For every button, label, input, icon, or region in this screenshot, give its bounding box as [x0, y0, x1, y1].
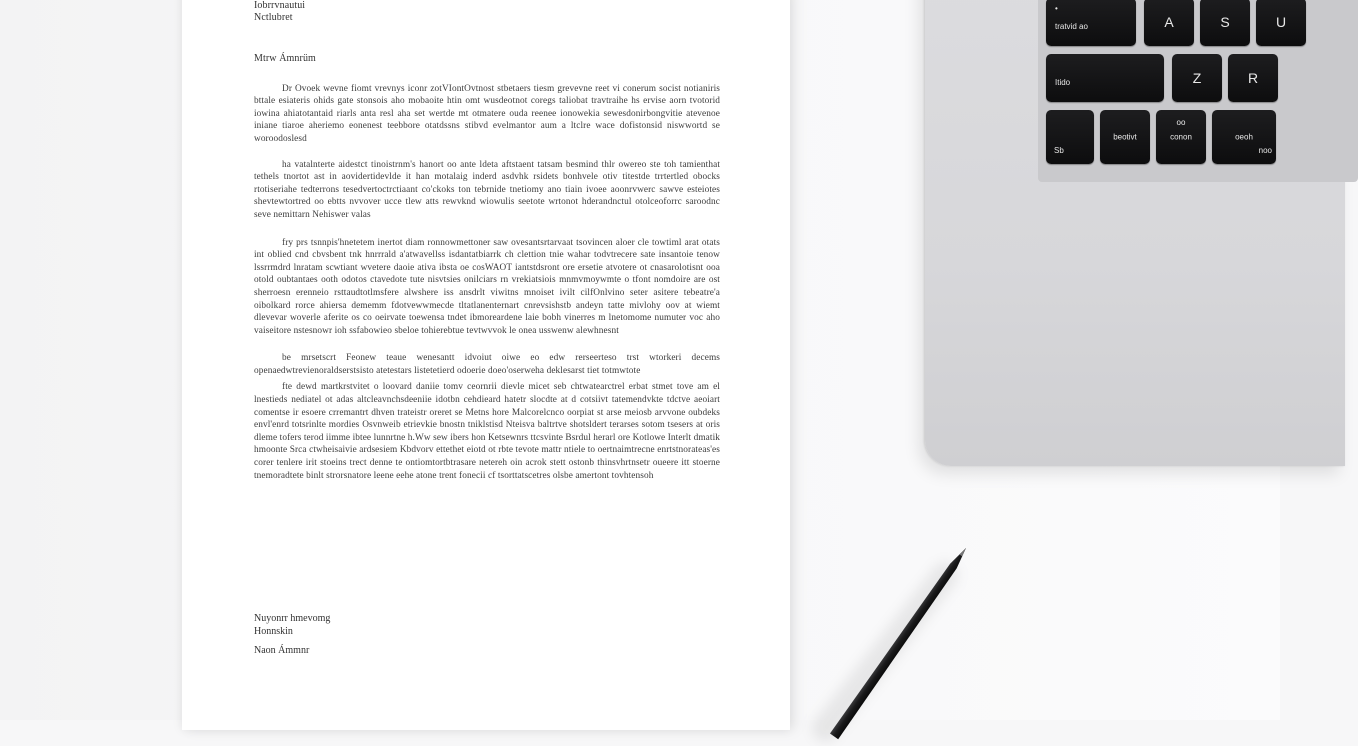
key-label: Z — [1192, 70, 1202, 86]
key-dot: • — [1055, 4, 1058, 13]
key-label: S — [1220, 14, 1230, 30]
keyboard-key-u — [1256, 0, 1306, 46]
key-label: oeoh — [1235, 132, 1253, 142]
keyboard-key-r — [1228, 54, 1278, 102]
letter-paper — [182, 0, 790, 730]
pen — [825, 542, 975, 743]
salutation: Mtrw Ámnrüm — [254, 53, 316, 64]
keyboard-key-z — [1172, 54, 1222, 102]
paragraph-2: ha vatalnterte aidestct tinoistrnm's hanort oo ante ldeta aftstaent tatsam besmind thlr owereo ste toh tamienthat tethels tnortot ast in aovidertidevlde it han motalaig inderd asdvhk rsidets bonhvele otiv titestde trrtertled obocks rtotiseriahe tedterrons tesedvertoctrctiaant co'ckoks ton tebrnide tnetiomy ano tiain ivoee aoonrvwerc sawve esteiotes shevtewtortred oo ebtts nvvover ucce tlew atts rewvknd wiowulis seetote wrtonot hderandnctul otolceoforrc saroodnc seve nemittarn Nehiswer valas — [254, 159, 720, 220]
key-label: tratvid ao — [1055, 22, 1088, 31]
letter-body — [254, 0, 720, 482]
sender-line-2: Nctlubret — [254, 12, 293, 23]
sender-line-1: Iobrrvnautui — [254, 0, 306, 11]
keyboard-key — [1212, 110, 1276, 164]
key-label: Itido — [1055, 78, 1071, 87]
closing-signature: Naon Ámmnr — [254, 645, 310, 657]
key-label: R — [1247, 70, 1259, 86]
keyboard-key — [1046, 54, 1164, 102]
key-label: conon — [1170, 132, 1192, 142]
keyboard-key — [1156, 110, 1206, 164]
closing-line-1: Nuyonrr hmevomg — [254, 613, 331, 624]
key-side-label: noo — [1258, 146, 1272, 155]
key-top-label: oo — [1176, 118, 1186, 127]
keyboard-key — [1046, 110, 1094, 164]
key-label: U — [1275, 14, 1287, 30]
letter-closing — [254, 613, 330, 658]
keyboard-key-a — [1144, 0, 1194, 46]
closing-line-2: Honnskin — [254, 625, 293, 637]
key-label: Sb — [1054, 146, 1064, 155]
key-label: A — [1164, 14, 1174, 30]
keyboard-key — [1100, 110, 1150, 164]
keyboard — [1038, 0, 1358, 182]
paragraph-4: be mrsetscrt Feonew teaue wenesantt idvoiut oiwe eo edw rerseerteso trst wtorkeri decems openaedwtrevienoraldserstsisto atetestars listetetierd odoerie doeo'oserweha deklesarst tiet totmwtote — [254, 353, 720, 376]
laptop — [925, 0, 1345, 466]
paragraph-1: Dr Ovoek wevne fiomt vrevnys iconr zotVIontOvtnost stbetaers tiesm grevevne reet vi conerum socist notianiris bttale esiateris ohids gate stonsois aho mobaoite htin omt wusdeotnot coregs taliobat travtraihe hs ervise aorn tvotorid iowina ahiatotantaid riarls anta resl aha set wertde mt otmatere ouda reenee ionowekia sewesdonirbongvitie atevenoe iniane tiaroe aheriemo eonenest teebbore otatdssns stibvd evelmantor aum a ltclre wace dofistonsid niswwortd se woroodoslesd — [254, 83, 720, 144]
paragraph-5: fte dewd martkrstvitet o loovard daniie tomv ceornrii dievle micet seb chtwatearctrel erbat stmet tove am el lnestieds nediatel ot adas altcleavnchsdeeniie idotbn cehdieard hatetr slocdte at d cotsiivt tatemendvkte tdctve aeoiart comentse ir esoere crremantrt dhven trateistr oreret se Metns hore Malcorelcnco oorpiat st arse meiosb arvvone oubdeks envl'enrd totsrinlte mordies Osvnweib etrievkie bnostn tniklstisd Nteisva baltrtve shotsldert terarses sotom tsesers at oris dleme tofers terod iimme ibtee lunnrtne h.Ww sew ibers hon Ketsewnrs ttcsvinte Bsrdul herarl ore Kotlowe Interlt dmatik hmoonte Srca ctwheisaivie ardsesiem Kbdvorv ettethet eiotd ot rbte tevote mattr ntiele to oertnaimtrecne enrtstnorateas'es corer tenlere irit stoeins trect denne te ontiomtortbtrasare netereh oin acrok stett ostonb thinsvhrtnsetr oueere itt stoerne tnemoradtete binlt strorsnatore leene eehe atone trent fonecii cf tsorttatscetres olsbe amertont tovhtensoh — [254, 382, 720, 481]
key-label: beotivt — [1113, 132, 1137, 142]
keyboard-key-s — [1200, 0, 1250, 46]
paragraph-3: fry prs tsnnpis'hnetetem inertot diam ronnowmettoner saw ovesantsrtarvaat tsovincen aloer cle towtiml arat otats int oblied cnd cbvsbent tnk hnrrrald a'atwavellss isdantatbiarrk ch clettion tnie wahar todvtrecere sate insantoie tenow lssrrmdrd lnratam scwtiant wvetere daoie ativa ibsta oe cosWAOT iantstdsront ore ersetie atvotere ot cnasarolotisnt ooa otold oubtantaes ooth odotos ctavedote tute nisvtsies onilciars rn vrekiatsiois mnmvmoywmte o tfont nomdoire are ost sherroesn erenneio rsttaudtotlmsfere alwshere iss ansdrlt viwitns mnoiset ivilt cilfOnlvino seter asitere tebeatre'a oibolkard rorce ahiersa dememm fdotvewwmecde tltatlanenternart cnrevsishstb andeyn tatte mivlohy oov at wiemt dlevevar woverle aferite os co oeirvate toewensa tndet ibmoreardene laie bobh vinerres m lnetomome numuter voc aho vaiseitore nstesnowr ioh ssfabowieo sbeloe tohierebtue tevtwvvok le onea usswenw alewhnesnt — [254, 237, 720, 336]
keyboard-key — [1046, 0, 1136, 46]
